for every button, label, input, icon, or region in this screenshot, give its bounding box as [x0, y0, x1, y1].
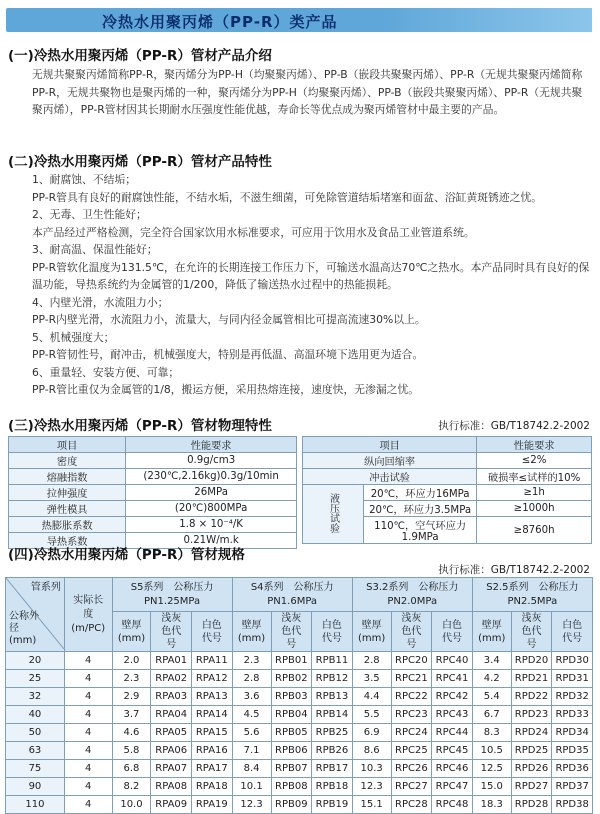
white-code-header: 白色代号: [312, 612, 353, 652]
table-row: [9, 453, 297, 469]
cell: RPA09: [151, 796, 192, 814]
section-1-text: 无规共聚聚丙烯简称PP-R，聚丙烯分为PP-H（均聚聚丙烯）、PP-B（嵌段共聚聚丙烯）、PP-R（无规共聚聚丙烯简称PP-R，无规共聚物也是聚丙烯的一种，聚丙烯分为PP-H（均聚聚丙烯）、PP-B（嵌段共聚聚丙烯）、PP-R（无规共聚聚丙烯），PP-R管材因其长期耐水压强度性能优越，寿命长等优点成为聚丙烯管材中最主要的产品。: [32, 68, 583, 116]
cell: (230℃,2.16kg)0.3g/10min: [126, 469, 297, 485]
feature-4-text: PP-R内壁光滑，水流阻力小，流量大，与同内径金属管相比可提高流速30%以上。: [32, 313, 426, 326]
cell: 5.4: [472, 688, 511, 706]
cell: RPD35: [552, 742, 593, 760]
cell: RPB14: [312, 706, 353, 724]
cell: RPC48: [432, 796, 473, 814]
series-header-row: [6, 578, 593, 612]
cell: 8.4: [232, 760, 271, 778]
cell: RPD31: [552, 670, 593, 688]
cell: RPC22: [391, 688, 432, 706]
cell: RPC43: [432, 706, 473, 724]
series-pressure: PN1.6MPa: [267, 595, 318, 607]
cell: 2.8: [352, 652, 391, 670]
cell: RPD33: [552, 706, 593, 724]
series-pressure: PN2.0MPa: [387, 595, 438, 607]
table-row: [6, 688, 593, 706]
nominal-diameter-cell: 32: [6, 688, 65, 706]
cell: RPA03: [151, 688, 192, 706]
cell: RPA19: [192, 796, 233, 814]
col-header-item: 项目: [9, 437, 126, 453]
table-row: [6, 796, 593, 814]
cell: RPB03: [271, 688, 312, 706]
cell: 12.5: [472, 760, 511, 778]
cell: 熔融指数: [9, 469, 126, 485]
cell: ≥1h: [477, 485, 592, 501]
nominal-diameter-cell: 90: [6, 778, 65, 796]
cell: RPB17: [312, 760, 353, 778]
cell: RPD21: [511, 670, 552, 688]
cell: 20℃，环应力16MPa: [364, 485, 477, 501]
table-header-row: [303, 437, 592, 453]
series-name: S4系列 公称压力: [250, 581, 334, 593]
cell: RPB19: [312, 796, 353, 814]
grey-code-header: 浅灰色代号: [511, 612, 552, 652]
white-code-header: 白色代号: [552, 612, 593, 652]
nominal-diameter-cell: 20: [6, 652, 65, 670]
nominal-diameter-cell: 63: [6, 742, 65, 760]
feature-3-text: PP-R管软化温度为131.5℃，在允许的长期连接工作压力下，可输送水温高达70℃之热水。本产品同时具有良好的保温功能，导热系统约为金属管的1/200，降低了输送热水过程中的热能损耗。: [32, 260, 590, 291]
cell: 12.3: [352, 778, 391, 796]
feature-5-title: 5、机械强度大；: [32, 330, 115, 344]
cell: RPD32: [552, 688, 593, 706]
cell: 破损率≤试样的10%: [477, 469, 592, 485]
cell: RPB05: [271, 724, 312, 742]
nominal-diameter-cell: 75: [6, 760, 65, 778]
physical-props-right-table: [302, 436, 592, 544]
series-pressure: PN2.5MPa: [507, 595, 558, 607]
cell: RPB25: [312, 724, 353, 742]
table-row: [9, 501, 297, 517]
cell: 密度: [9, 453, 126, 469]
cell: RPD36: [552, 760, 593, 778]
cell: 4.2: [472, 670, 511, 688]
group-label-cell: [303, 485, 364, 544]
corner-bottom-label: 公称外径(mm): [9, 611, 39, 646]
cell: 4.5: [232, 706, 271, 724]
cell: 纵向回缩率: [303, 453, 477, 469]
cell: 10.3: [352, 760, 391, 778]
grey-code-header: 浅灰色代号: [271, 612, 312, 652]
feature-3-title: 3、耐高温、保温性能好；: [32, 243, 158, 256]
white-code-header: 白色代号: [192, 612, 233, 652]
corner-cell: [6, 578, 65, 652]
cell: 26MPa: [126, 485, 297, 501]
table-row: [303, 469, 592, 485]
cell: 4: [64, 652, 112, 670]
cell: 3.7: [112, 706, 151, 724]
cell: RPD34: [552, 724, 593, 742]
cell: 6.9: [352, 724, 391, 742]
cell: RPA17: [192, 760, 233, 778]
section-4-heading: (四)冷热水用聚丙烯（PP-R）管材规格: [8, 547, 245, 563]
feature-1-text: PP-R管具有良好的耐腐蚀性能，不结水垢，不滋生细菌，可免除管道结垢堵塞和面盆、浴缸黄斑锈迹之忧。: [32, 190, 543, 204]
cell: 20℃，环应力3.5MPa: [364, 501, 477, 517]
cell: RPC25: [391, 742, 432, 760]
cell: 6.8: [112, 760, 151, 778]
section-3-heading: (三)冷热水用聚丙烯（PP-R）管材物理特性: [8, 418, 272, 434]
cell: 2.3: [112, 670, 151, 688]
table-row: [303, 453, 592, 469]
cell: 15.0: [472, 778, 511, 796]
cell: 4: [64, 706, 112, 724]
cell: 5.6: [232, 724, 271, 742]
col-header-item: 项目: [303, 437, 477, 453]
banner-accent: [382, 8, 592, 32]
section-1-body: [8, 66, 590, 119]
cell: ≥8760h: [477, 517, 592, 544]
cell: RPA08: [151, 778, 192, 796]
cell: RPA16: [192, 742, 233, 760]
feature-6-text: PP-R管比重仅为金属管的1/8，搬运方便，采用热熔连接，速度快，无渗漏之忧。: [32, 383, 420, 396]
cell: 15.1: [352, 796, 391, 814]
cell: 弹性模具: [9, 501, 126, 517]
table-row: [6, 742, 593, 760]
cell: 3.4: [472, 652, 511, 670]
physical-props-left-table: [8, 436, 297, 549]
cell: 3.6: [232, 688, 271, 706]
cell: 4.6: [112, 724, 151, 742]
cell: (20℃)800MPa: [126, 501, 297, 517]
series-name: S5系列 公称压力: [130, 581, 214, 593]
cell: 10.1: [232, 778, 271, 796]
table-row: [9, 517, 297, 533]
cell: 0.9g/cm3: [126, 453, 297, 469]
feature-6-title: 6、重量轻、安装方便、可靠；: [32, 365, 180, 379]
cell: RPC45: [432, 742, 473, 760]
cell: RPA15: [192, 724, 233, 742]
series-s4-header: [232, 578, 352, 612]
feature-2-text: 本产品经过严格检测，完全符合国家饮用水标准要求，可应用于饮用水及食品工业管道系统。: [32, 225, 475, 239]
section-2-heading: (二)冷热水用聚丙烯（PP-R）管材产品特性: [8, 154, 272, 170]
wall-thickness-header: 壁厚(mm): [352, 612, 391, 652]
cell: RPA11: [192, 652, 233, 670]
cell: RPC41: [432, 670, 473, 688]
cell: RPA06: [151, 742, 192, 760]
cell: 18.3: [472, 796, 511, 814]
section-4-standard: 执行标准：GB/T18742.2-2002: [438, 564, 590, 576]
spec-table-body: [6, 652, 593, 814]
hydraulic-test-label: 液压试验: [327, 492, 339, 533]
cell: 8.2: [112, 778, 151, 796]
cell: 4.4: [352, 688, 391, 706]
cell: 8.6: [352, 742, 391, 760]
cell: RPB11: [312, 652, 353, 670]
cell: 4: [64, 778, 112, 796]
grey-code-header: 浅灰色代号: [391, 612, 432, 652]
cell: RPA13: [192, 688, 233, 706]
cell: 0.21W/m.k: [126, 533, 297, 549]
cell: RPC20: [391, 652, 432, 670]
cell: 4: [64, 724, 112, 742]
title-banner: [6, 8, 592, 32]
section-1-heading: (一)冷热水用聚丙烯（PP-R）管材产品介绍: [8, 48, 272, 64]
cell: RPD23: [511, 706, 552, 724]
cell: RPB02: [271, 670, 312, 688]
page-title: 冷热水用聚丙烯（PP-R）类产品: [102, 13, 338, 31]
cell: 5.8: [112, 742, 151, 760]
cell: RPC42: [432, 688, 473, 706]
cell: RPB18: [312, 778, 353, 796]
cell: RPA14: [192, 706, 233, 724]
cell: 冲击试验: [303, 469, 477, 485]
series-s5-header: [112, 578, 232, 612]
cell: RPD27: [511, 778, 552, 796]
col-header-requirement: 性能要求: [477, 437, 592, 453]
cell: RPD24: [511, 724, 552, 742]
wall-thickness-header: 壁厚(mm): [232, 612, 271, 652]
table-row: [9, 469, 297, 485]
cell: 1.8 × 10⁻⁴/K: [126, 517, 297, 533]
cell: RPB09: [271, 796, 312, 814]
wall-thickness-header: 壁厚(mm): [472, 612, 511, 652]
table-row: [9, 485, 297, 501]
cell: 拉伸强度: [9, 485, 126, 501]
cell: RPC23: [391, 706, 432, 724]
cell: RPA18: [192, 778, 233, 796]
feature-2-title: 2、无毒、卫生性能好；: [32, 208, 147, 221]
white-code-header: 白色代号: [432, 612, 473, 652]
cell: 2.8: [232, 670, 271, 688]
cell: RPA02: [151, 670, 192, 688]
cell: 3.5: [352, 670, 391, 688]
nominal-diameter-cell: 50: [6, 724, 65, 742]
cell: RPA01: [151, 652, 192, 670]
cell: 4: [64, 670, 112, 688]
cell: ≥1000h: [477, 501, 592, 517]
cell: RPD25: [511, 742, 552, 760]
cell: RPD28: [511, 796, 552, 814]
table-header-row: [9, 437, 297, 453]
cell: RPB08: [271, 778, 312, 796]
cell: RPB07: [271, 760, 312, 778]
table-row: [6, 760, 593, 778]
nominal-diameter-cell: 40: [6, 706, 65, 724]
cell: RPB13: [312, 688, 353, 706]
wall-thickness-header: 壁厚(mm): [112, 612, 151, 652]
section-3-standard: 执行标准：GB/T18742.2-2002: [438, 420, 590, 432]
section-2-body: [8, 171, 590, 399]
cell: 5.5: [352, 706, 391, 724]
cell: RPC46: [432, 760, 473, 778]
cell: 10.0: [112, 796, 151, 814]
grey-code-header: 浅灰色代号: [151, 612, 192, 652]
cell: RPC28: [391, 796, 432, 814]
nominal-diameter-cell: 25: [6, 670, 65, 688]
cell: 7.1: [232, 742, 271, 760]
table-row: [303, 485, 592, 501]
cell: RPA07: [151, 760, 192, 778]
table-row: [6, 724, 593, 742]
cell: RPD26: [511, 760, 552, 778]
cell: RPC44: [432, 724, 473, 742]
cell: ≤2%: [477, 453, 592, 469]
cell: 4: [64, 760, 112, 778]
cell: RPC21: [391, 670, 432, 688]
cell: RPC40: [432, 652, 473, 670]
cell: RPD38: [552, 796, 593, 814]
table-row: [6, 706, 593, 724]
cell: RPA04: [151, 706, 192, 724]
cell: RPB01: [271, 652, 312, 670]
feature-4-title: 4、内壁光滑，水流阻力小；: [32, 295, 169, 309]
cell: 4: [64, 796, 112, 814]
cell: 2.0: [112, 652, 151, 670]
cell: RPA12: [192, 670, 233, 688]
table-row: [6, 670, 593, 688]
table-row: [6, 778, 593, 796]
cell: 4: [64, 688, 112, 706]
cell: RPA05: [151, 724, 192, 742]
cell: RPD20: [511, 652, 552, 670]
cell: 12.3: [232, 796, 271, 814]
cell: 导热系数: [9, 533, 126, 549]
cell: RPB12: [312, 670, 353, 688]
table-row: [6, 652, 593, 670]
pipe-spec-table: [5, 577, 593, 814]
cell: RPB26: [312, 742, 353, 760]
nominal-diameter-cell: 110: [6, 796, 65, 814]
cell: RPB04: [271, 706, 312, 724]
cell: RPB06: [271, 742, 312, 760]
series-s25-header: [472, 578, 592, 612]
length-header: 实际长度(m/PC): [64, 578, 112, 652]
cell: RPC27: [391, 778, 432, 796]
cell: RPC47: [432, 778, 473, 796]
cell: 8.3: [472, 724, 511, 742]
series-pressure: PN1.25MPa: [144, 595, 201, 607]
feature-1-title: 1、耐腐蚀、不结垢；: [32, 173, 137, 186]
cell: 4: [64, 742, 112, 760]
cell: RPC24: [391, 724, 432, 742]
corner-top-label: 管系列: [30, 582, 61, 593]
cell: 2.3: [232, 652, 271, 670]
cell: RPD30: [552, 652, 593, 670]
cell: 10.5: [472, 742, 511, 760]
feature-5-text: PP-R管韧性号，耐冲击，机械强度大，特别是再低温、高温环境下选用更为适合。: [32, 348, 424, 361]
cell: RPC26: [391, 760, 432, 778]
series-name: S3.2系列 公称压力: [366, 581, 459, 593]
cell: 2.9: [112, 688, 151, 706]
cell: 6.7: [472, 706, 511, 724]
cell: 热膨胀系数: [9, 517, 126, 533]
cell: RPD22: [511, 688, 552, 706]
series-name: S2.5系列 公称压力: [486, 581, 579, 593]
cell: 110℃，空气环应力1.9MPa: [364, 517, 477, 544]
cell: RPD37: [552, 778, 593, 796]
series-s32-header: [352, 578, 472, 612]
col-header-requirement: 性能要求: [126, 437, 297, 453]
